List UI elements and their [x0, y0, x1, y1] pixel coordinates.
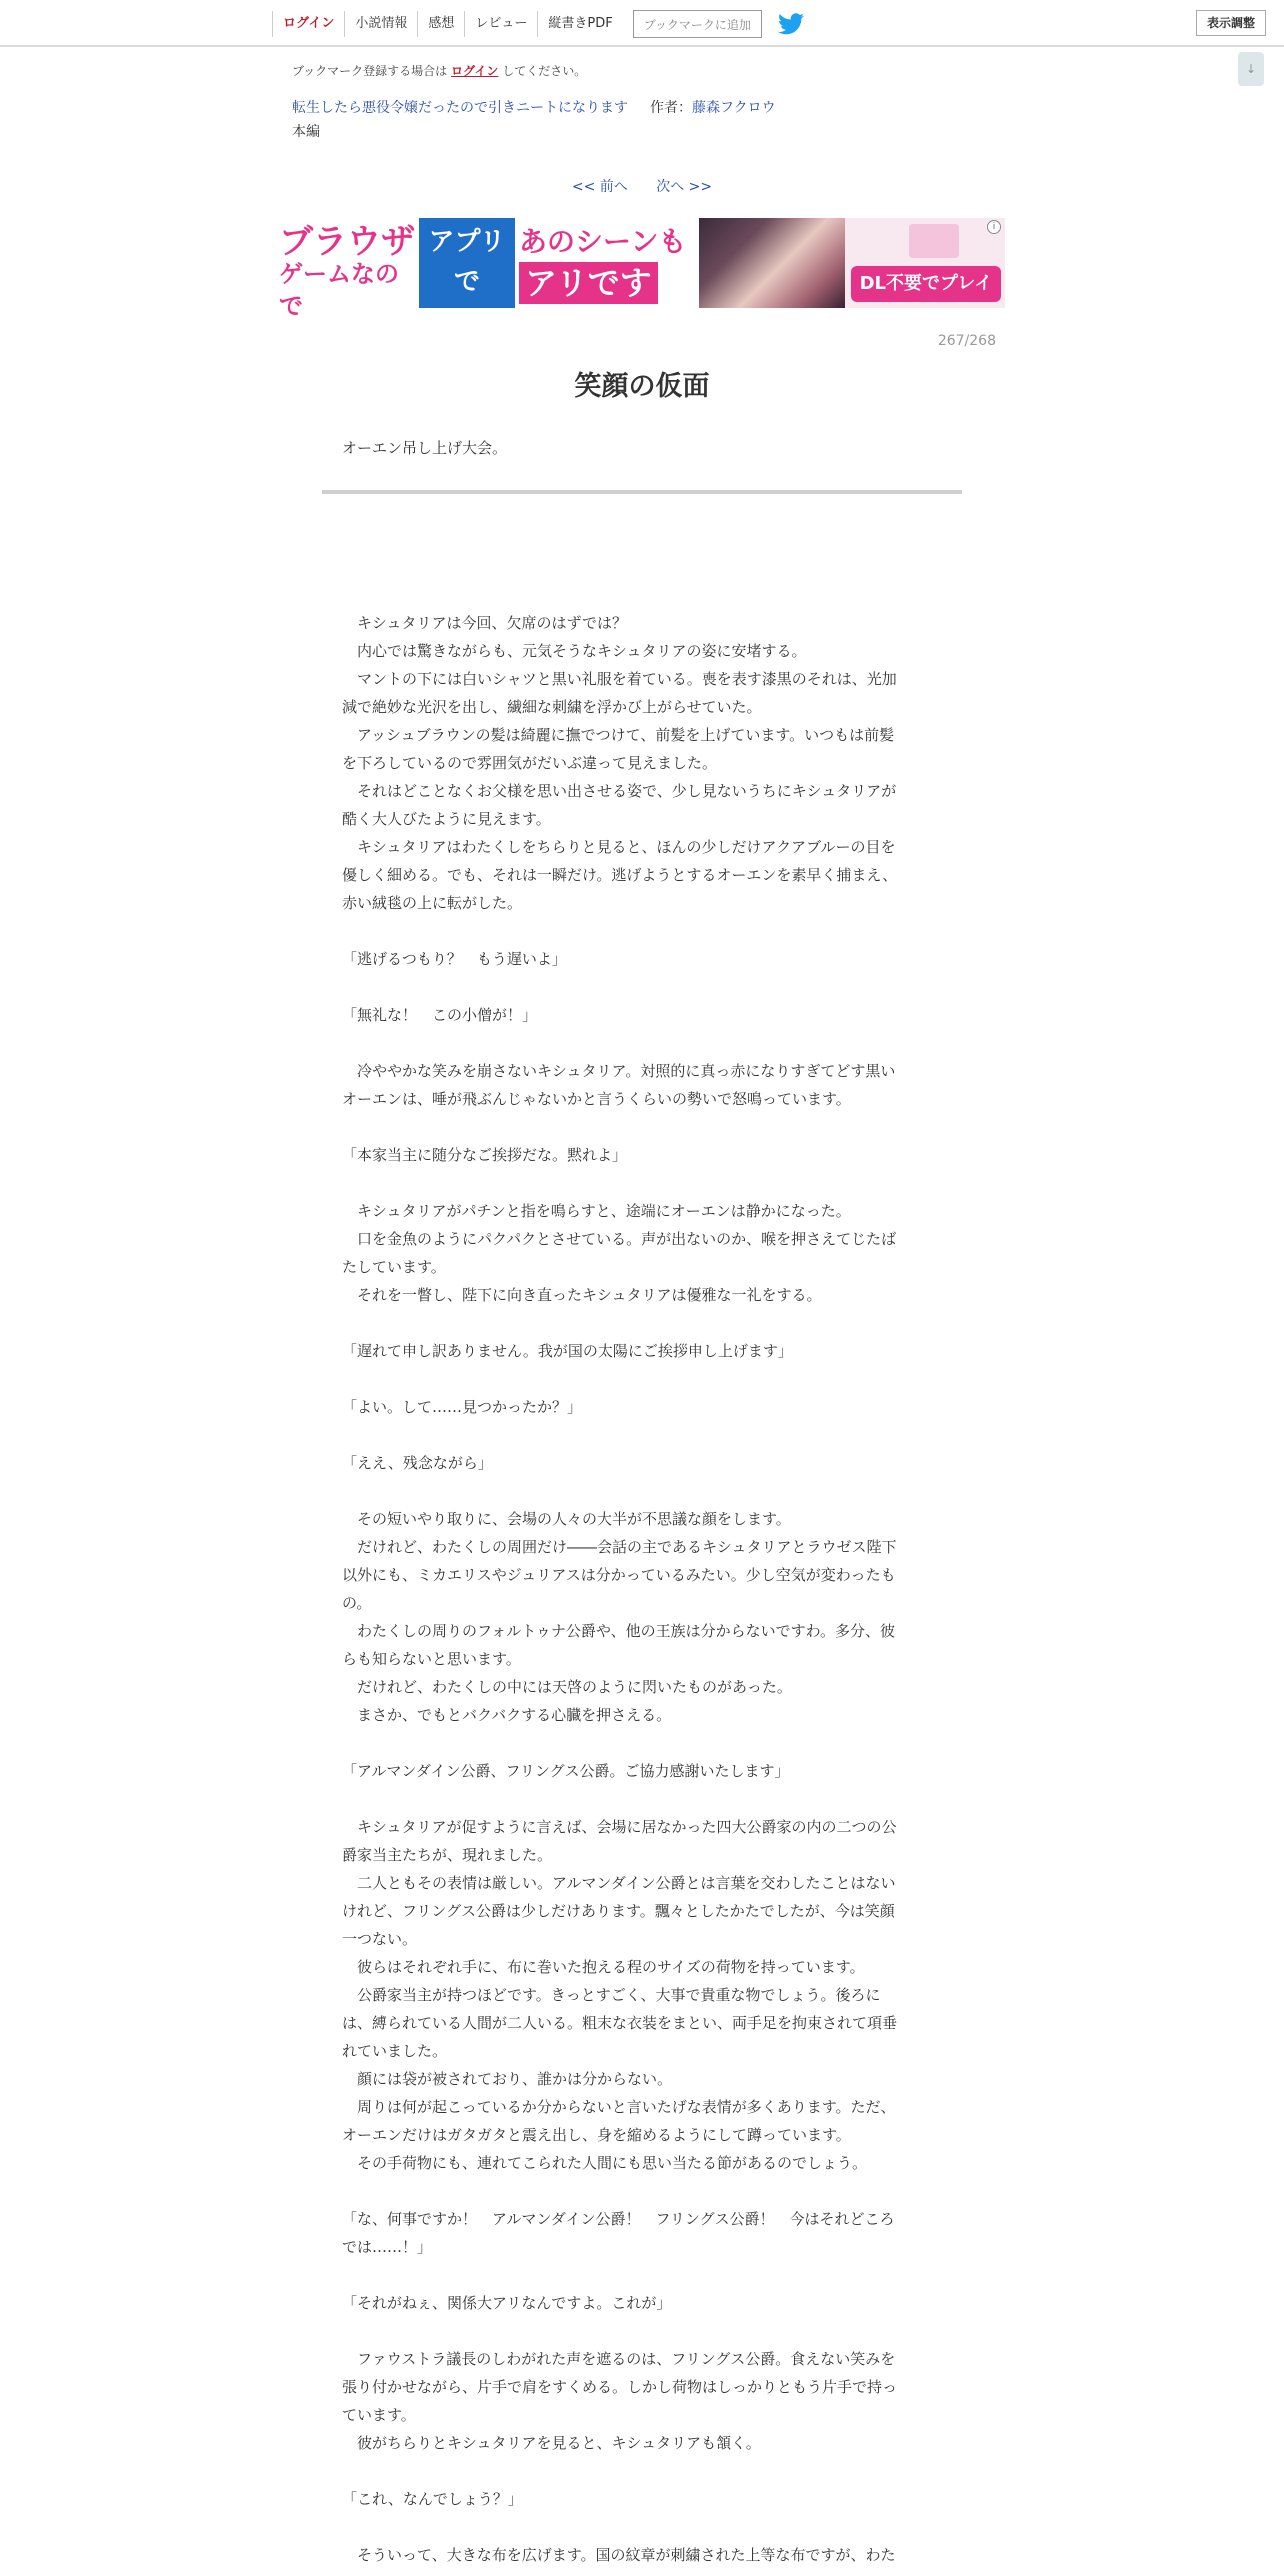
body-line: 「な、何事ですか！ アルマンダイン公爵！ フリングス公爵！ 今はそれどころ	[342, 2210, 895, 2228]
body-line: 「よい。して……見つかったか？」	[342, 1398, 583, 1416]
nav-login-link[interactable]: ログイン	[272, 11, 344, 37]
body-line: まさか、でもとバクバクする心臓を押さえる。	[342, 1706, 672, 1724]
body-line: キシュタリアがパチンと指を鳴らすと、途端にオーエンは静かになった。	[342, 1202, 851, 1220]
notice-text-after: してください。	[502, 64, 587, 78]
body-line	[342, 1029, 938, 1057]
nav-impressions-link[interactable]: 感想	[417, 11, 464, 37]
body-line: 彼がちらりとキシュタリアを見ると、キシュタリアも頷く。	[342, 2434, 761, 2452]
body-line	[342, 1169, 938, 1197]
nav-vertical-pdf-link[interactable]: 縦書きPDF	[537, 11, 622, 37]
body-line: けれど、フリングス公爵は少しだけあります。飄々としたかたでしたが、今は笑顔	[342, 1902, 895, 1920]
body-line: 減で絶妙な光沢を出し、繊細な刺繍を浮かび上がらせていた。	[342, 698, 762, 716]
body-line: 「それがねぇ、関係大アリなんですよ。これが」	[342, 2294, 672, 2312]
body-line: そういって、大きな布を広げます。国の紋章が刺繍された上等な布ですが、わた	[342, 2546, 896, 2564]
body-line	[342, 1785, 938, 1813]
body-line: キシュタリアが促すように言えば、会場に居なかった四大公爵家の内の二つの公	[342, 1818, 897, 1836]
body-line: 「逃げるつもり？ もう遅いよ」	[342, 950, 567, 968]
body-line: では……！」	[342, 2238, 433, 2256]
banner-text-ng: NGの	[424, 303, 510, 341]
body-line	[342, 1729, 938, 1757]
body-line: 「ええ、残念ながら」	[342, 1454, 493, 1472]
body-line	[342, 1421, 938, 1449]
body-line: アッシュブラウンの髪は綺麗に撫でつけて、前髪を上げています。いつもは前髪	[342, 726, 895, 744]
banner-text-app: アプリで	[428, 227, 506, 297]
body-line: 冷ややかな笑みを崩さないキシュタリア。対照的に真っ赤になりすぎてどす黒い	[342, 1062, 896, 1080]
body-line	[342, 1309, 938, 1337]
body-line	[342, 1365, 938, 1393]
chapter-preface: オーエン吊し上げ大会。	[342, 439, 508, 457]
body-line: を下ろしているので雰囲気がだいぶ違って見えました。	[342, 754, 718, 772]
series-title-link[interactable]: 転生したら悪役令嬢だったので引きニートになります	[292, 100, 628, 116]
banner-character-image	[699, 218, 845, 308]
body-line: 一つない。	[342, 1930, 418, 1948]
scroll-down-icon[interactable]: ↓	[1238, 52, 1264, 86]
body-line: 内心では驚きながらも、元気そうなキシュタリアの姿に安堵する。	[342, 642, 807, 660]
notice-login-link[interactable]: ログイン	[451, 64, 499, 78]
body-line	[342, 2261, 938, 2289]
body-line	[342, 917, 938, 945]
body-line: 周りは何が起こっているか分からないと言いたげな表情が多くあります。ただ、	[342, 2098, 896, 2116]
ad-info-icon[interactable]: i	[987, 220, 1001, 234]
body-line: それを一瞥し、陛下に向き直ったキシュタリアは優雅な一礼をする。	[342, 1286, 822, 1304]
body-line: 彼らはそれぞれ手に、布に巻いた抱える程のサイズの荷物を持っています。	[342, 1958, 865, 1976]
body-line: その手荷物にも、連れてこられた人間にも思い当たる節があるのでしょう。	[342, 2154, 868, 2172]
body-line: オーエンだけはガタガタと震え出し、身を縮めるようにして蹲っています。	[342, 2126, 851, 2144]
chapter-number: 267/268	[937, 333, 996, 349]
nav-review-link[interactable]: レビュー	[464, 11, 537, 37]
body-line	[342, 1477, 938, 1505]
body-line	[342, 1113, 938, 1141]
body-line: キシュタリアはわたくしをちらりと見ると、ほんの少しだけアクアブルーの目を	[342, 838, 896, 856]
body-line: 口を金魚のようにパクパクとさせている。声が出ないのか、喉を押さえてじたば	[342, 1230, 897, 1248]
next-chapter-link[interactable]: 次へ >>	[656, 179, 713, 195]
bookmark-login-notice	[292, 62, 586, 79]
body-line: だけれど、わたくしの周囲だけ――会話の主であるキシュタリアとラウゼス陛下	[342, 1538, 897, 1556]
body-line: 爵家当主たちが、現れました。	[342, 1846, 553, 1864]
body-line: 酷く大人びたように見えます。	[342, 810, 551, 828]
body-line: マントの下には白いシャツと黒い礼服を着ている。喪を表す漆黒のそれは、光加	[342, 670, 897, 688]
author-link[interactable]: 藤森フクロウ	[692, 100, 776, 116]
body-line: らも知らないと思います。	[342, 1650, 521, 1668]
body-line: たしています。	[342, 1258, 446, 1276]
preface-divider	[322, 490, 962, 494]
body-line	[342, 2177, 938, 2205]
body-line: 優しく細める。でも、それは一瞬だけ。逃げようとするオーエンを素早く捕まえ、	[342, 866, 898, 884]
body-line	[342, 2457, 938, 2485]
body-line: 顔には袋が被されており、誰かは分からない。	[342, 2070, 673, 2088]
display-settings-button[interactable]: 表示調整	[1196, 10, 1266, 36]
body-line: 二人ともその表情は厳しい。アルマンダイン公爵とは言葉を交わしたことはない	[342, 1874, 896, 1892]
series-info	[292, 97, 776, 117]
body-line: 「これ、なんでしょう？」	[342, 2490, 523, 2508]
global-nav	[272, 0, 804, 47]
body-line: だけれど、わたくしの中には天啓のように閃いたものがあった。	[342, 1678, 792, 1696]
add-bookmark-button[interactable]: ブックマークに追加	[633, 10, 762, 38]
body-line: オーエンは、唾が飛ぶんじゃないかと言うくらいの勢いで怒鳴っています。	[342, 1090, 851, 1108]
body-line: 以外にも、ミカエリスやジュリアスは分かっているみたい。少し空気が変わったも	[342, 1566, 896, 1584]
banner-text-scene: あのシーンも	[519, 225, 687, 258]
body-line: れていました。	[342, 2042, 448, 2060]
body-line: キシュタリアは今回、欠席のはずでは？	[342, 614, 628, 632]
top-navigation-bar	[0, 0, 1284, 47]
nav-novel-info-link[interactable]: 小説情報	[344, 11, 417, 37]
body-line: その短いやり取りに、会場の人々の大半が不思議な顔をします。	[342, 1510, 791, 1528]
body-line: 「遅れて申し訳ありません。我が国の太陽にご挨拶申し上げます」	[342, 1342, 793, 1360]
body-line: は、縛られている人間が二人いる。粗末な衣装をまとい、両手足を拘束されて項垂	[342, 2014, 898, 2032]
body-line: 「アルマンダイン公爵、フリングス公爵。ご協力感謝いたします」	[342, 1762, 790, 1780]
twitter-share-icon[interactable]	[778, 13, 804, 35]
body-line	[342, 2317, 938, 2345]
body-line: 「本家当主に随分なご挨拶だな。黙れよ」	[342, 1146, 628, 1164]
body-line: ファウストラ議長のしわがれた声を遮るのは、フリングス公爵。食えない笑みを	[342, 2350, 896, 2368]
prev-chapter-link[interactable]: << 前へ	[571, 179, 628, 195]
body-line: 赤い絨毯の上に転がした。	[342, 894, 523, 912]
body-line: わたくしの周りのフォルトゥナ公爵や、他の王族は分からないですわ。多分、彼	[342, 1622, 895, 1640]
chapter-body	[342, 609, 938, 2569]
body-line	[342, 973, 938, 1001]
body-line: 公爵家当主が持つほどです。きっとすごく、大事で貴重な物でしょう。後ろに	[342, 1986, 881, 2004]
body-line: 「無礼な！ この小僧が！」	[342, 1006, 538, 1024]
banner-text-game: ゲームなので	[279, 260, 399, 320]
body-line	[342, 2513, 938, 2541]
banner-logo	[909, 224, 959, 258]
body-line: ています。	[342, 2406, 416, 2424]
chapter-pager	[0, 176, 1284, 196]
chapter-title: 笑顔の仮面	[574, 371, 710, 402]
author-label: 作者：	[650, 100, 692, 116]
body-line: の。	[342, 1594, 372, 1612]
notice-text-before: ブックマーク登録する場合は	[292, 64, 448, 78]
body-line: 張り付かせながら、片手で肩をすくめる。しかし荷物はしっかりともう片手で持っ	[342, 2378, 898, 2396]
banner-text-browser: ブラウザ	[279, 222, 415, 262]
chapter-group-label: 本編	[292, 124, 320, 140]
banner-text-ok: アリです	[519, 262, 658, 304]
banner-play-button[interactable]: DL不要でプレイ	[851, 266, 1001, 302]
body-line: それはどことなくお父様を思い出させる姿で、少し見ないうちにキシュタリアが	[342, 782, 897, 800]
